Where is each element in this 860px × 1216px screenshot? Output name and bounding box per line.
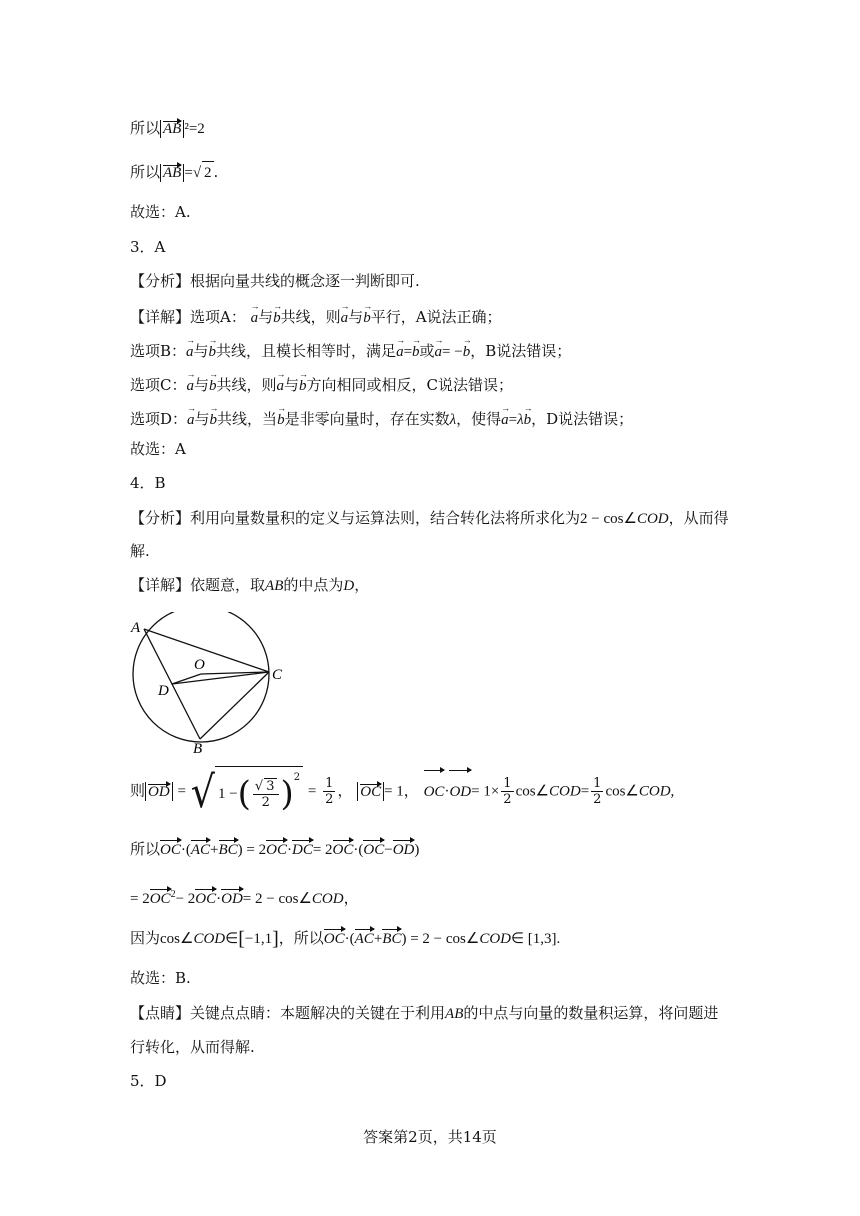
denominator: 2 [325,792,334,807]
vector-od: OD [148,783,170,800]
formula-continued [130,884,359,910]
numerator: 1 [593,776,602,791]
text: · [444,783,450,800]
line-ab-value [130,161,218,184]
vector-b: → b [209,372,217,397]
text: ) [414,842,420,858]
vector-a: → a [186,372,194,397]
text: ·( [353,842,364,858]
detail-option-c [130,372,513,397]
math-var: COD [311,891,344,907]
text: 根据向量共线的概念逐一判断即可. [190,272,420,290]
analysis-line [130,507,729,530]
vector-oc: OC [333,839,354,861]
abs-od [145,782,173,801]
question-number: 5．D [130,1072,167,1090]
point-label-d: D [158,683,169,699]
analysis-tag: 【分析】 [130,509,191,527]
text: . [556,931,561,947]
text: ·( [180,842,191,858]
text: = [184,165,193,181]
exponent: 2 [170,889,176,900]
text: 与 [193,342,209,360]
answer-line: 故选：B. [130,969,191,987]
fraction [591,776,603,807]
text: 选项D： [130,410,188,428]
vector-b: → b [463,338,471,363]
radicand: 3 [266,779,275,794]
question-number: 4．B [130,474,166,492]
radicand [215,766,303,817]
text: · [216,891,222,907]
text: 与 [284,376,300,394]
vector-oc: OC [363,839,384,861]
text: 或 [419,342,435,360]
text: + [373,931,383,947]
point-label-c: C [272,667,283,683]
text: 所以 [130,163,161,181]
vector-a: → a [435,338,443,363]
denominator: 2 [261,795,270,810]
text: = 1， [384,783,419,800]
radical-sign: √ [190,766,215,817]
vector-b: → b [363,304,371,329]
text: ∈ [1,3] [510,931,557,947]
page-footer: 答案第2页，共14页 [363,1128,497,1146]
text: 是非零向量时，存在实数 [284,410,450,428]
text: ) = 2 [237,842,267,858]
vector-dc: DC [292,839,313,861]
text: − 2 [175,891,196,907]
abs-ab [160,120,184,138]
analysis-tag: 【分析】 [130,272,191,290]
circle [133,612,269,742]
text: 与 [258,308,274,326]
interval: −1,1 [244,931,273,947]
text: ， [354,576,370,594]
formula-od-length [130,766,674,817]
point-label-o: O [194,657,205,673]
vector-bc: BC [219,839,238,861]
abs-oc [357,782,384,801]
point-label-a: A [131,620,141,636]
point-label-b: B [193,741,203,757]
math-var: COD [549,783,581,800]
sqrt-expression [191,766,303,817]
text: = [403,344,413,360]
text: 方向相同或相反，C说法错误； [306,376,514,394]
text: . [213,163,219,181]
text: 选项C： [130,376,187,394]
math-var: COD [636,511,669,527]
vector-ab: AB [163,165,182,181]
detail-line [130,574,369,597]
text: 选项B： [130,342,187,360]
detail-option-d [130,406,633,431]
text: ∈ [225,931,239,947]
answer-line: 故选：A [130,440,186,458]
text: − [384,842,393,858]
vector-a: → a [186,338,194,363]
segment-bc [200,672,269,739]
vector-oc: OC [360,783,382,800]
text: = 2 [130,891,150,907]
text: 共线，则 [216,376,277,394]
vector-b: → b [210,406,218,431]
bracket: [ [238,928,245,950]
text-line: 行转化，从而得解. [130,1038,255,1056]
text: 共线，当 [217,410,278,428]
text: ，B说法错误； [470,342,572,360]
text: 的中点与向量的数量积运算，将问题进 [463,1004,719,1022]
text: = [177,783,186,800]
detail-tag: 【详解】 [130,308,191,326]
fraction [323,776,335,807]
vector-a: → a [277,372,285,397]
text: = − [442,344,463,360]
text: + [210,842,219,858]
text: 的中点为 [283,576,344,594]
lambda: λ [517,412,524,428]
text: ) = 2 − cos∠ [401,931,480,947]
text: 1 − [217,786,238,802]
detail-tag: 【详解】 [130,576,191,594]
vector-a: → a [187,406,195,431]
vector-ac: AC [191,839,210,861]
exponent: 2 [293,772,301,783]
lambda: λ [449,412,457,428]
vector-od: OD [393,839,415,861]
vector-b: → b [524,406,532,431]
formula-dot-product [130,838,419,861]
text: 共线，且模长相等时，满足 [216,342,397,360]
fraction [501,776,513,807]
text: ， [337,781,353,800]
circle-figure [126,612,296,757]
text: ·( [344,931,355,947]
vector-b: → b [277,406,285,431]
text-line: 解. [130,542,150,560]
text: 与 [194,410,210,428]
text: 因为 [130,929,161,947]
answer-line: 故选：A. [130,203,191,221]
text: = [580,783,590,800]
detail-option-b [130,338,571,363]
text: = 1× [471,783,500,800]
text: 与 [193,376,209,394]
text: 共线，则 [280,308,341,326]
bracket: ] [272,928,279,950]
math-var: AB [445,1006,464,1022]
vector-oc: OC [160,839,181,861]
text: 依题意，取 [190,576,266,594]
text: = 2 [312,842,333,858]
text: cos∠ [160,931,194,947]
math-var: COD [193,931,226,947]
text: ²=2 [184,121,205,137]
vector-b: → b [299,372,307,397]
math-var: COD, [638,783,675,800]
vector-b: → b [209,338,217,363]
text: 则 [130,781,146,800]
fraction [253,778,279,810]
formula-range [130,927,560,950]
math-var: D [343,578,355,594]
vector-b: → b [273,304,281,329]
text: 选项A： [190,308,246,326]
vector-a: → a [501,406,509,431]
text: 与 [348,308,364,326]
text: cos∠ [605,783,639,800]
vector-oc: OC [266,839,287,861]
vector-ab: AB [163,121,182,137]
denominator: 2 [593,792,602,807]
math: 2 − cos∠ [580,511,637,527]
numerator: 1 [503,776,512,791]
paren: ) [280,774,294,814]
vector-od: OD [221,888,243,910]
text: ，D说法错误； [531,410,634,428]
text: = 2 − cos∠ [242,891,312,907]
analysis-line [130,270,420,292]
text: 所以 [130,119,161,137]
comment-tag: 【点睛】 [130,1004,191,1022]
detail-option-a [130,304,502,329]
comment-line [130,1002,718,1025]
text: 利用向量数量积的定义与运算法则，结合转化法将所求化为 [190,509,581,527]
vector-oc: OC [150,888,171,910]
text: ，所以 [278,929,324,947]
denominator: 2 [503,792,512,807]
vector-a: → a [251,304,259,329]
math-var: COD [479,931,511,947]
text: = [508,412,518,428]
text: ， [343,889,359,907]
radicand: 2 [202,161,214,184]
text: = [307,783,317,800]
vector-oc: OC [324,928,345,950]
vector-ac: AC [355,928,374,950]
text: cos∠ [515,783,550,800]
vector-b: → b [412,338,420,363]
vector-a: → a [341,304,349,329]
sqrt-symbol: √ [192,165,202,181]
question-number: 3．A [130,238,166,256]
vector-bc: BC [382,928,401,950]
vector-oc: OC [424,769,445,815]
abs-ab [160,164,184,182]
vector-od: OD [449,769,471,815]
text: ，使得 [456,410,502,428]
text: 所以 [130,840,161,858]
vector-oc: OC [195,888,216,910]
text: ，从而得 [668,509,729,527]
numerator: 1 [325,776,334,791]
text: · [286,842,292,858]
line-ab-squared [130,117,205,140]
vector-a: → a [396,338,404,363]
paren: ( [237,774,251,814]
text: 关键点点睛：本题解决的关键在于利用 [190,1004,446,1022]
text: 平行，A说法正确； [370,308,502,326]
numerator: √ 3 [253,778,279,795]
math-var: AB [265,578,284,594]
